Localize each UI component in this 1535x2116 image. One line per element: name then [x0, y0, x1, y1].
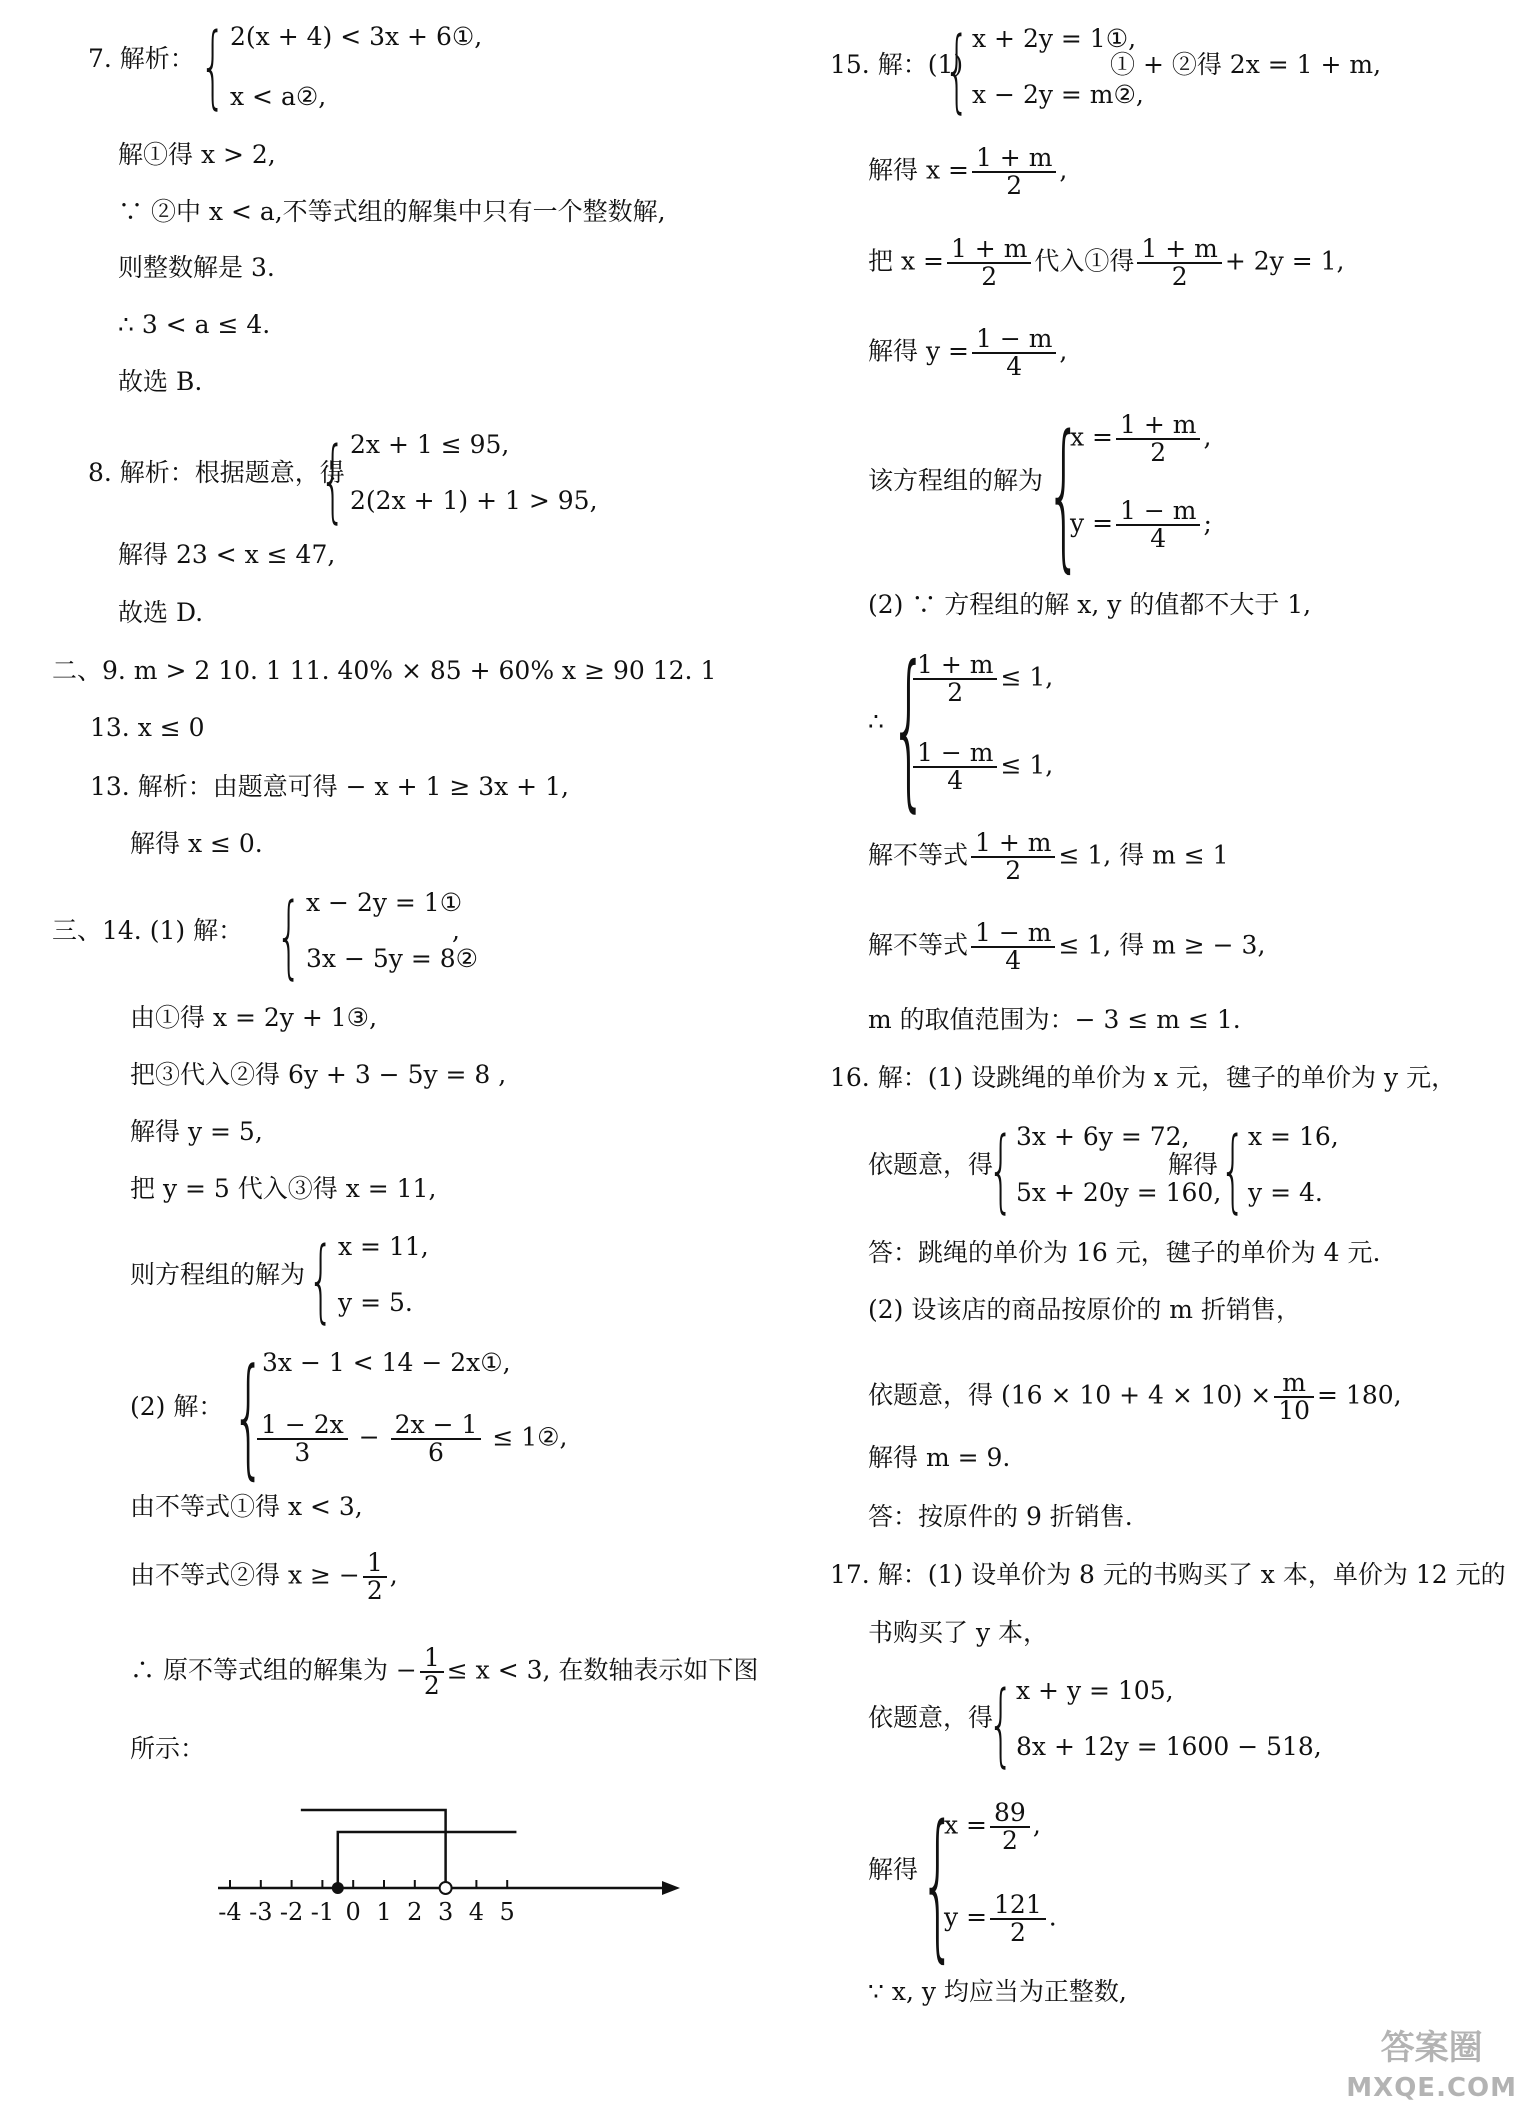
q17-line-2: 书购买了 y 本，	[868, 1618, 1049, 1647]
q15-system-line-2: x − 2y = m②,	[972, 80, 1144, 109]
q8-system-line-2: 2(2x + 1) + 1 > 95,	[350, 486, 598, 515]
closed-endpoint	[332, 1882, 344, 1894]
q15-ineq-2: $\frac{1 - m}{4}$ ≤ 1,	[910, 740, 1053, 794]
q17-line-1: 17. 解：(1) 设单价为 8 元的书购买了 x 本，单价为 12 元的	[830, 1560, 1506, 1589]
q14-line-6: 由不等式②得 x ≥ − $\frac{1}{2}$ ,	[130, 1548, 398, 1605]
q14-line-8: 所示：	[130, 1734, 206, 1763]
q16-system-line-2: 5x + 20y = 160,	[1016, 1178, 1222, 1207]
upper-bound-bracket	[301, 1810, 446, 1888]
q16-solution-x: x = 16,	[1248, 1122, 1339, 1151]
q15-label: 15. 解：(1)	[830, 50, 964, 79]
q15-line-b: 把 x = $\frac{1 + m}{2}$ 代入①得 $\frac{1 + m}{2}$ + 2y = 1,	[868, 234, 1345, 291]
number-line-tick-label: 4	[468, 1898, 485, 1926]
brace-q15-ineq: {	[890, 630, 928, 828]
q14-line-1: 由①得 x = 2y + 1③,	[130, 1003, 378, 1032]
number-line-tick-label: -1	[310, 1898, 335, 1926]
q15-line-a: 解得 x = $\frac{1 + m}{2}$ ,	[868, 143, 1068, 200]
number-line-tick-label: -3	[249, 1898, 273, 1926]
q8-system-line-1: 2x + 1 ≤ 95,	[350, 430, 510, 459]
q16-solution-y: y = 4.	[1248, 1178, 1323, 1207]
q14-solution-y: y = 5.	[338, 1288, 413, 1317]
q15-system-tail: ① + ②得 2x = 1 + m,	[1110, 50, 1382, 79]
q14-label: 三、14. (1) 解：	[52, 916, 244, 945]
q15-line-c: 解得 y = $\frac{1 - m}{4}$ ,	[868, 324, 1068, 381]
q16-line-1: 16. 解：(1) 设跳绳的单价为 x 元，毽子的单价为 y 元，	[830, 1063, 1457, 1092]
q14-line-3: 解得 y = 5,	[130, 1117, 263, 1146]
number-line-tick-label: 3	[437, 1898, 454, 1926]
q8-label: 8. 解析：根据题意，得	[88, 458, 345, 487]
q17-solution-x: x = $\frac{89}{2}$ ,	[944, 1798, 1041, 1855]
q14-part2-ineq-1: 3x − 1 < 14 − 2x①,	[262, 1348, 511, 1377]
q16-line-3: 解得 m = 9.	[868, 1443, 1011, 1472]
watermark-url: MXQE.COM	[1346, 2073, 1517, 2103]
q16-label: 依题意，得	[868, 1150, 994, 1179]
number-line-tick-label: 0	[345, 1898, 361, 1926]
watermark-text: 答案圈	[1380, 2028, 1483, 2068]
q16-equation: 依题意，得 (16 × 10 + 4 × 10) × $\frac{m}{10}$ = 180,	[868, 1368, 1402, 1425]
q17-solution-y: y = $\frac{121}{2}$ .	[944, 1890, 1057, 1947]
q8-line-1: 解得 23 < x ≤ 47,	[118, 540, 336, 569]
number-line-tick-label: 5	[499, 1898, 515, 1926]
number-line-tick-label: 2	[407, 1898, 423, 1926]
q17-system-line-1: x + y = 105,	[1016, 1676, 1174, 1705]
brace-q16: {	[988, 1118, 1014, 1223]
q14-solution-x: x = 11,	[338, 1232, 429, 1261]
q7-line-4: ∴ 3 < a ≤ 4.	[118, 310, 271, 339]
q7-system-line-2: x < a②,	[230, 82, 327, 111]
q7-line-1: 解①得 x > 2,	[118, 140, 276, 169]
q14-line-5: 由不等式①得 x < 3,	[130, 1492, 363, 1521]
brace-q17: {	[988, 1672, 1014, 1777]
part2-answers-line-1: 二、9. m > 2 10. 1 11. 40% × 85 + 60% x ≥ 90 12. 1	[52, 656, 717, 685]
number-line-tick-label: 1	[376, 1898, 392, 1926]
brace-q15-solution: {	[1046, 400, 1082, 587]
number-line-tick-label: -2	[279, 1898, 304, 1926]
q14-part2-ineq-2: $\frac{1 - 2x}{3}$ − $\frac{2x - 1}{6}$ ≤ 1②,	[254, 1412, 568, 1466]
brace-q14-solution: {	[308, 1228, 334, 1333]
q15-line-d: 解不等式 $\frac{1 + m}{2}$ ≤ 1, 得 m ≤ 1	[868, 828, 1229, 885]
q14-line-7: ∴ 原不等式组的解集为 − $\frac{1}{2}$ ≤ x < 3, 在数轴表示如下图	[130, 1643, 759, 1700]
brace-q15: {	[944, 18, 970, 123]
q14-line-4: 把 y = 5 代入③得 x = 11,	[130, 1174, 437, 1203]
brace-q14-part2: {	[232, 1340, 266, 1492]
q17-line-3: ∵ x, y 均应当为正整数,	[868, 1977, 1127, 2006]
q7-line-3: 则整数解是 3.	[118, 253, 275, 282]
q15-solution-label: 该方程组的解为	[868, 466, 1044, 495]
q8-line-2: 故选 D.	[118, 598, 204, 627]
q15-therefore: ∴	[868, 707, 884, 736]
lower-bound-bracket	[338, 1832, 517, 1888]
q15-solution-x: x = $\frac{1 + m}{2}$ ,	[1070, 410, 1212, 467]
q16-answer-1: 答：跳绳的单价为 16 元，毽子的单价为 4 元.	[868, 1238, 1381, 1267]
q16-system-line-1: 3x + 6y = 72,	[1016, 1122, 1190, 1151]
q14-system-line-1: x − 2y = 1①	[306, 888, 463, 917]
q17-system-line-2: 8x + 12y = 1600 − 518,	[1016, 1732, 1322, 1761]
q13-line-2: 解得 x ≤ 0.	[130, 829, 263, 858]
q14-system-comma: ,	[452, 916, 460, 945]
fraction-2x-1-6: $\frac{2x - 1}{6}$	[391, 1412, 482, 1466]
q16-solve-label: 解得	[1168, 1150, 1219, 1179]
q17-solve-label: 解得	[868, 1855, 919, 1884]
number-line-tick-label: -4	[218, 1898, 242, 1926]
q14-solution-label: 则方程组的解为	[130, 1260, 306, 1289]
q7-line-2: ∵ ②中 x < a,不等式组的解集中只有一个整数解,	[118, 197, 666, 226]
q7-system-line-1: 2(x + 4) < 3x + 6①,	[230, 22, 483, 51]
number-line-arrow	[662, 1881, 680, 1895]
q14-system-line-2: 3x − 5y = 8②	[306, 944, 479, 973]
brace-q17-solution: {	[920, 1790, 956, 1977]
brace-q8: {	[320, 428, 346, 533]
brace-q16-solution: {	[1220, 1118, 1246, 1223]
q16-part2: (2) 设该店的商品按原价的 m 折销售，	[868, 1295, 1301, 1324]
q7-label: 7. 解析：	[88, 44, 195, 73]
watermark-logo	[1346, 2028, 1517, 2108]
q14-line-2: 把③代入②得 6y + 3 − 5y = 8 ,	[130, 1060, 507, 1089]
q15-range: m 的取值范围为：− 3 ≤ m ≤ 1.	[868, 1005, 1241, 1034]
q14-part2-label: (2) 解：	[130, 1392, 224, 1421]
open-endpoint	[440, 1882, 452, 1894]
brace-q14: {	[276, 884, 302, 989]
brace-q7: {	[200, 14, 226, 119]
q17-label: 依题意，得	[868, 1703, 994, 1732]
q15-part2: (2) ∵ 方程组的解 x, y 的值都不大于 1,	[868, 590, 1312, 619]
q15-ineq-1: $\frac{1 + m}{2}$ ≤ 1,	[910, 652, 1053, 706]
q15-system-line-1: x + 2y = 1①,	[972, 24, 1137, 53]
part2-answers-line-2: 13. x ≤ 0	[90, 713, 205, 742]
fraction-1-2x-3: $\frac{1 - 2x}{3}$	[257, 1412, 348, 1466]
q15-line-e: 解不等式 $\frac{1 - m}{4}$ ≤ 1, 得 m ≥ − 3,	[868, 918, 1266, 975]
number-line-diagram	[180, 1790, 710, 1930]
q16-answer-2: 答：按原件的 9 折销售.	[868, 1502, 1133, 1531]
q15-solution-y: y = $\frac{1 - m}{4}$ ;	[1070, 496, 1212, 553]
q13-line-1: 13. 解析：由题意可得 − x + 1 ≥ 3x + 1,	[90, 772, 569, 801]
q7-line-5: 故选 B.	[118, 367, 203, 396]
